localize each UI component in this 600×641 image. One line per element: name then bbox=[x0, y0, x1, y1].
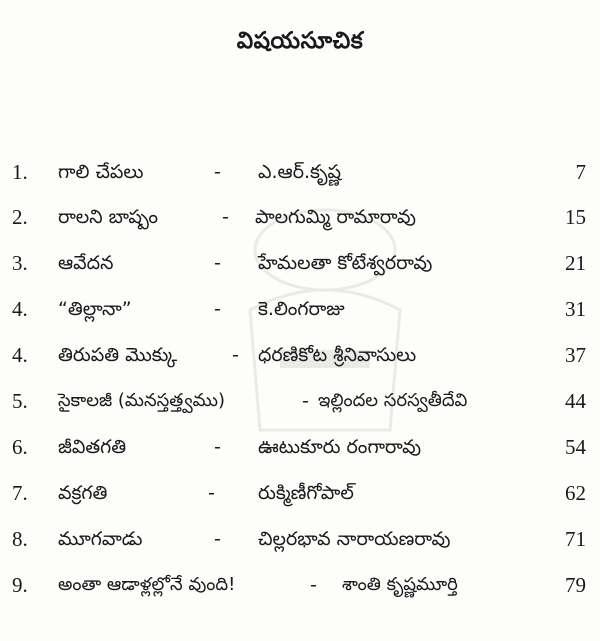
entry-dash: - bbox=[232, 344, 239, 366]
toc-entry bbox=[0, 427, 600, 467]
entry-dash: - bbox=[302, 390, 309, 412]
entry-number: 8. bbox=[12, 527, 28, 551]
entry-number: 2. bbox=[12, 205, 28, 229]
entry-author: ఎ.ఆర్.కృష్ణ bbox=[258, 161, 342, 183]
entry-page: 15 bbox=[565, 205, 586, 229]
entry-number: 4. bbox=[12, 343, 28, 367]
entry-dash: - bbox=[214, 528, 221, 550]
entry-number: 9. bbox=[12, 573, 28, 597]
toc-entry bbox=[0, 473, 600, 513]
entry-author: ఇల్లిందల సరస్వతీదేవి bbox=[318, 390, 468, 411]
entry-dash: - bbox=[214, 161, 221, 183]
entry-author: కె.లింగరాజు bbox=[258, 298, 345, 320]
entry-page: 7 bbox=[575, 160, 586, 184]
entry-author: రుక్మిణీగోపాల్ bbox=[258, 482, 354, 504]
entry-title: ఆవేదన bbox=[58, 252, 114, 274]
toc-entry bbox=[0, 381, 600, 421]
entry-title: అంతా ఆడాళ్లల్లోనే వుంది! bbox=[58, 574, 236, 595]
entry-page: 62 bbox=[565, 481, 586, 505]
entry-title: గాలి చేపలు bbox=[58, 161, 144, 183]
entry-dash: - bbox=[214, 436, 221, 458]
toc-entry bbox=[0, 335, 600, 375]
entry-page: 37 bbox=[565, 343, 586, 367]
entry-author: హేమలతా కోటేశ్వరరావు bbox=[258, 252, 433, 274]
toc-entry bbox=[0, 152, 600, 192]
entry-number: 6. bbox=[12, 435, 28, 459]
toc-entry bbox=[0, 565, 600, 605]
entry-author: చిల్లరభావ నారాయణరావు bbox=[258, 528, 451, 550]
entry-title: వక్రగతి bbox=[58, 482, 108, 504]
entry-dash: - bbox=[222, 206, 229, 228]
entry-title: “తిల్లానా” bbox=[58, 298, 132, 320]
entry-page: 21 bbox=[565, 251, 586, 275]
entry-dash: - bbox=[214, 298, 221, 320]
toc-entry bbox=[0, 519, 600, 559]
entry-author: ఊటుకూరు రంగారావు bbox=[258, 436, 422, 458]
entry-number: 4. bbox=[12, 297, 28, 321]
page-title: విషయసూచిక bbox=[236, 28, 364, 54]
entry-number: 3. bbox=[12, 251, 28, 275]
entry-page: 44 bbox=[565, 389, 586, 413]
toc-entry bbox=[0, 289, 600, 329]
entry-author: పాలగుమ్మి రామారావు bbox=[255, 206, 416, 228]
entry-title: మూగవాడు bbox=[58, 528, 143, 550]
entry-page: 54 bbox=[565, 435, 586, 459]
entry-author: శాంతి కృష్ణమూర్తి bbox=[342, 574, 458, 595]
entry-dash: - bbox=[214, 252, 221, 274]
entry-number: 5. bbox=[12, 389, 28, 413]
entry-page: 71 bbox=[565, 527, 586, 551]
entry-dash: - bbox=[208, 482, 215, 504]
entry-title: సైకాలజీ (మనస్తత్త్వము) bbox=[58, 390, 225, 411]
entry-page: 79 bbox=[565, 573, 586, 597]
entry-title: రాలని బాష్పం bbox=[58, 206, 159, 228]
entry-page: 31 bbox=[565, 297, 586, 321]
entry-author: ధరణికోట శ్రీనివాసులు bbox=[258, 344, 417, 366]
entry-number: 1. bbox=[12, 160, 28, 184]
toc-entry bbox=[0, 197, 600, 237]
entry-number: 7. bbox=[12, 481, 28, 505]
entry-dash: - bbox=[310, 574, 317, 596]
entry-title: తిరుపతి మొక్కు bbox=[58, 344, 178, 366]
entry-title: జీవితగతి bbox=[58, 436, 127, 458]
toc-entry bbox=[0, 243, 600, 283]
